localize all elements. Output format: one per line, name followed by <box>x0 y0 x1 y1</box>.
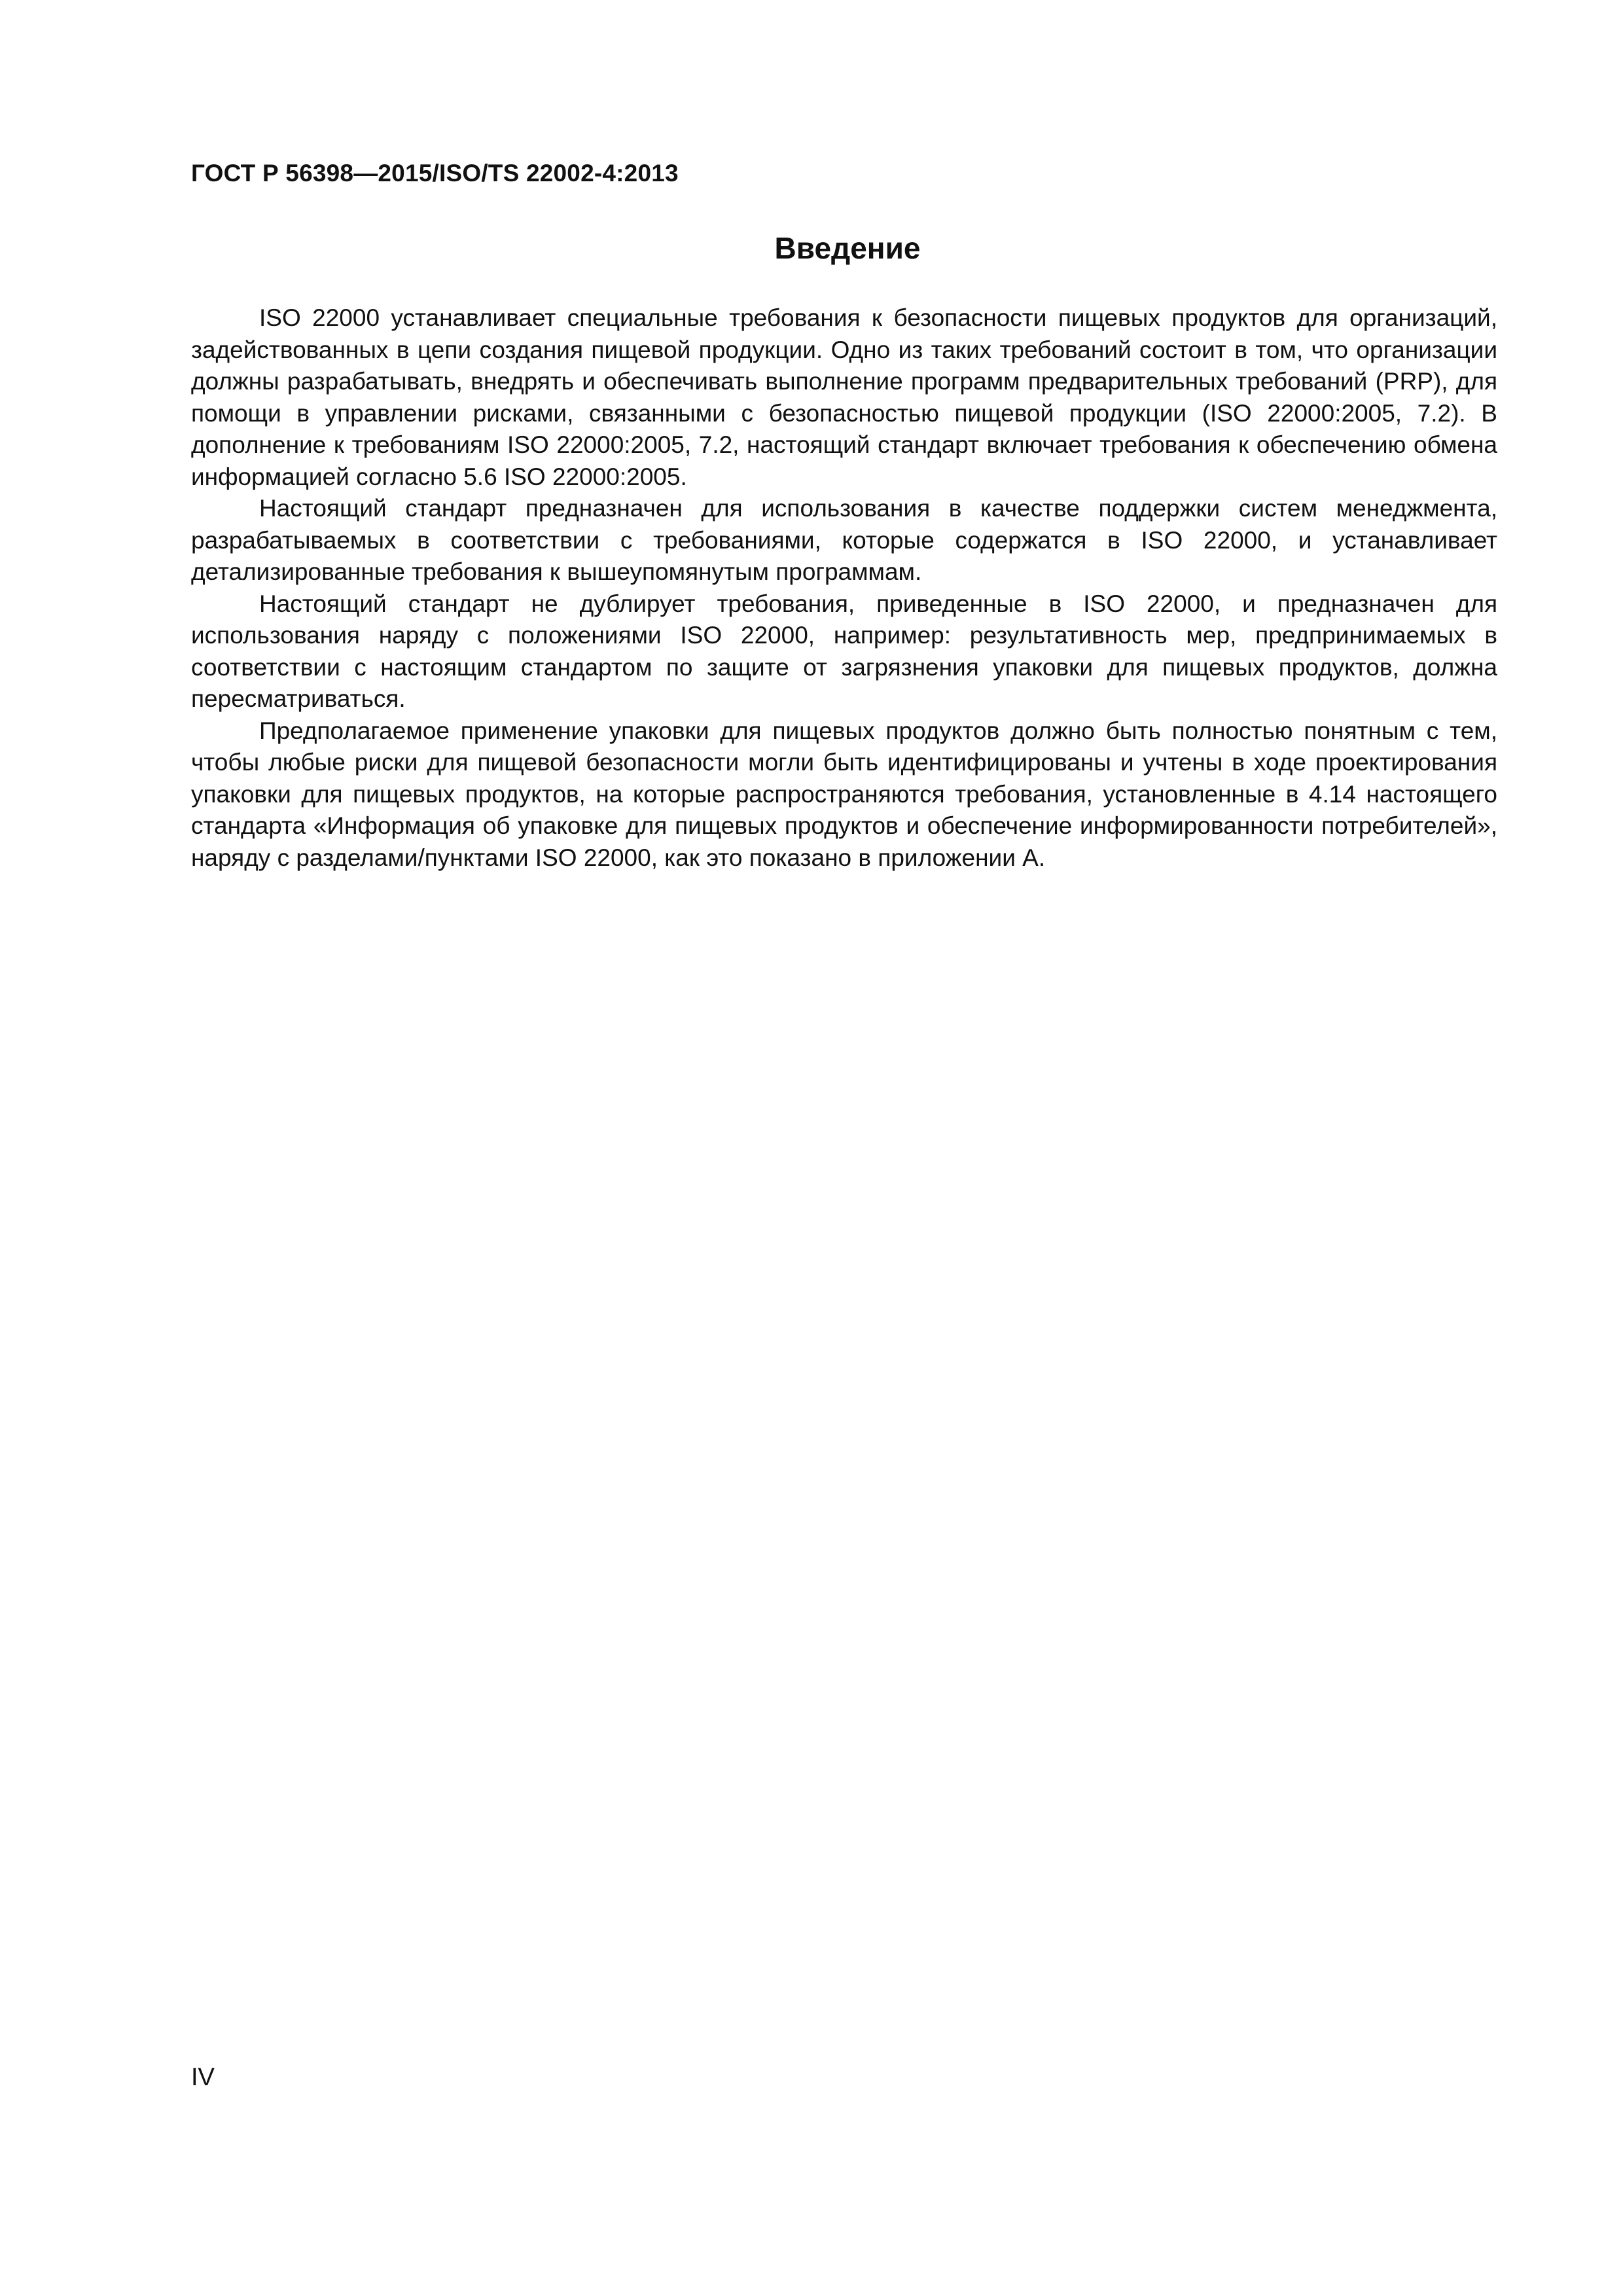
page-number: IV <box>191 2064 215 2091</box>
introduction-body <box>191 302 1497 874</box>
paragraph-2: Настоящий стандарт предназначен для использования в качестве поддержки систем менеджмента, разрабатываемых в соответствии с требованиями, которые содержатся в ISO 22000, и устанавливает детализированные требования к вышеупомянутым программам. <box>191 495 1497 585</box>
paragraph-4: Предполагаемое применение упаковки для пищевых продуктов должно быть полностью понятным с тем, чтобы любые риски для пищевой безопасности могли быть идентифицированы и учтены в ходе проектирования упаковки для пищевых продуктов, на которые распространяются требования, установленные в 4.14 настоящего стандарта «Информация об упаковке для пищевых продуктов и обеспечение информированности потребителей», наряду с разделами/пунктами ISO 22000, как это показано в приложении А. <box>191 717 1497 871</box>
section-title: Введение <box>774 231 921 265</box>
paragraph-1: ISO 22000 устанавливает специальные требования к безопасности пищевых продуктов для организаций, задействованных в цепи создания пищевой продукции. Одно из таких требований состоит в том, что организации должны разрабатывать, внедрять и обеспечивать выполнение программ предварительных требований (PRP), для помощи в управлении рисками, связанными с безопасностью пищевой продукции (ISO 22000:2005, 7.2). В дополнение к требованиям ISO 22000:2005, 7.2, настоящий стандарт включает требования к обеспечению обмена информацией согласно 5.6 ISO 22000:2005. <box>191 304 1497 490</box>
standard-designation: ГОСТ Р 56398—2015/ISO/TS 22002-4:2013 <box>191 160 679 187</box>
paragraph-3: Настоящий стандарт не дублирует требования, приведенные в ISO 22000, и предназначен для использования наряду с положениями ISO 22000, например: результативность мер, предпринимаемых в соответствии с настоящим стандартом по защите от загрязнения упаковки для пищевых продуктов, должна пересматриваться. <box>191 590 1497 712</box>
